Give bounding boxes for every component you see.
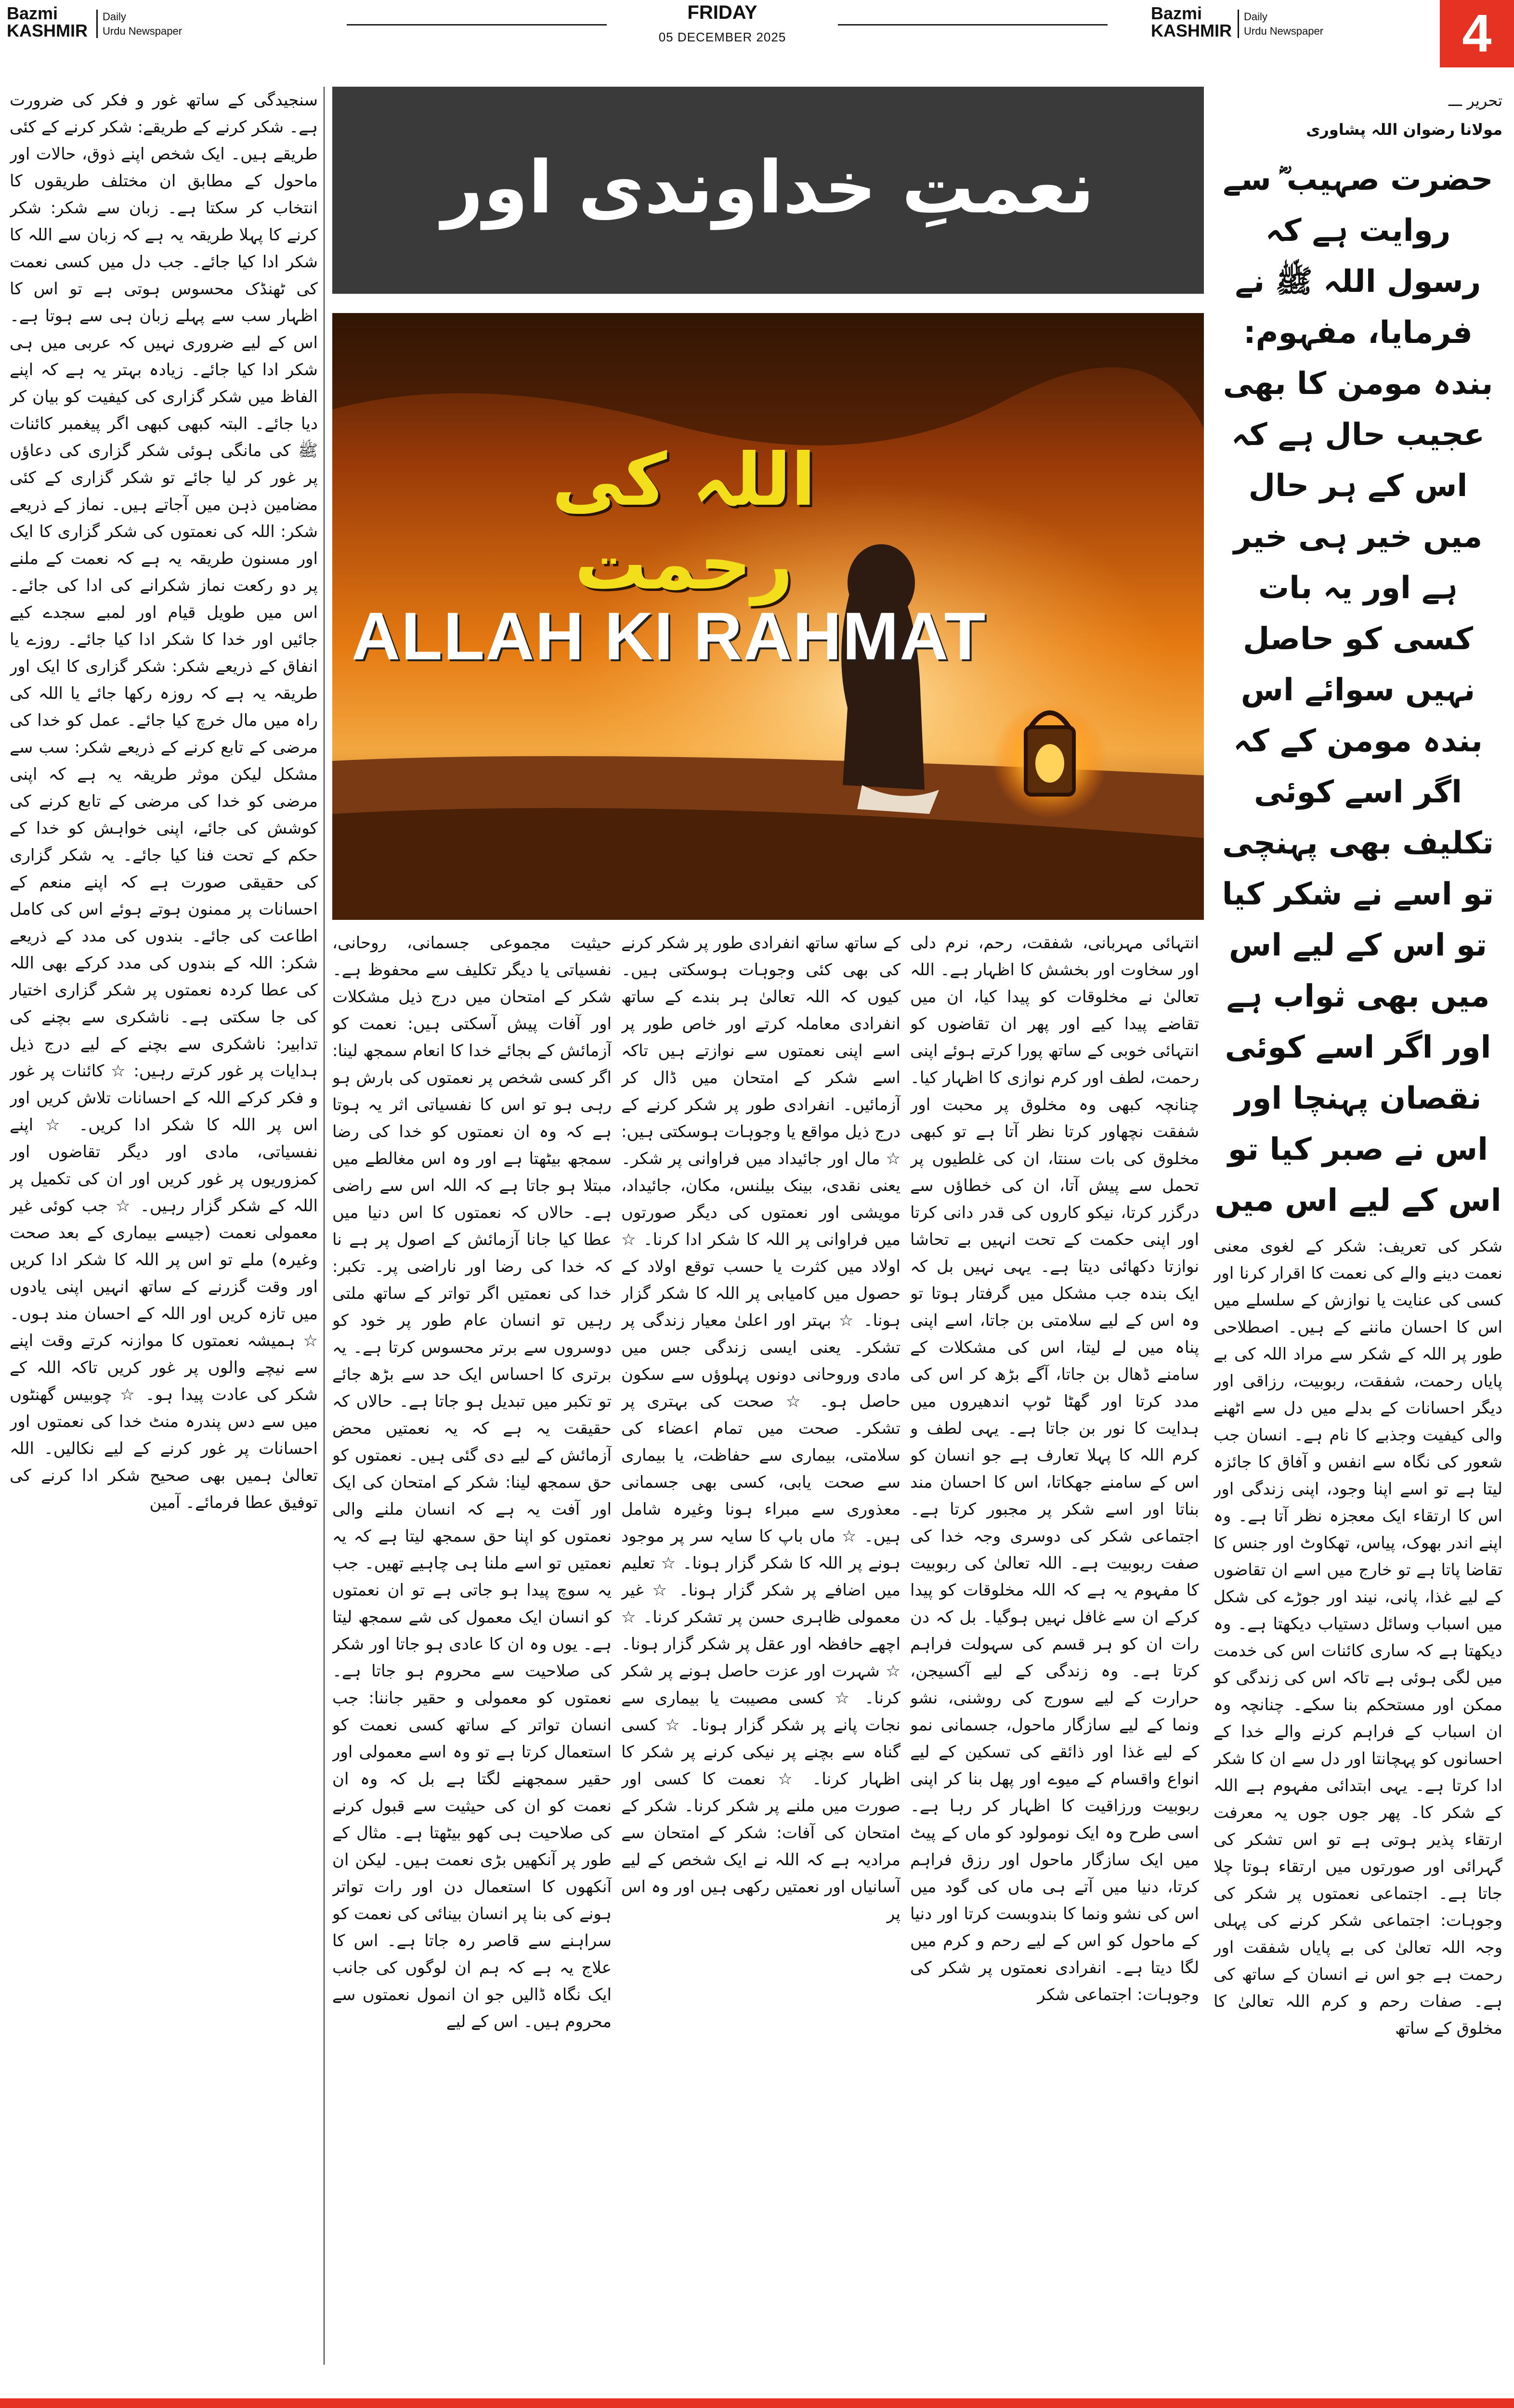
- brand-right-sub2: Urdu Newspaper: [1244, 25, 1324, 37]
- article-column-right: [1214, 1233, 1502, 2365]
- header-rule-right: [838, 24, 1108, 26]
- headline-banner: [332, 87, 1204, 294]
- article-column-2-text: حیثیت مجموعی جسمانی، روحانی، نفسیاتی یا دیگر تکلیف سے محفوظ ہے۔ شکر کے امتحان میں درج ذیل مشکلات اور آفات پیش آسکتی ہیں: نعمت کو آزمائش کے بجائے خدا کا انعام سمجھ لینا: اگر کسی شخص پر نعمتوں کی بارش ہو رہی ہو تو اس کا نفسیاتی اثر یہ ہوتا ہے کہ وہ ان نعمتوں کو خدا کی رضا سمجھ بیٹھتا ہے اور وہ اس مغالطے میں مبتلا ہو جاتا ہے کہ اللہ اس سے راضی ہے۔ حالاں کہ نعمتوں کا اس دنیا میں عطا کیا جانا آزمائش کے اصول پر ہے نا کہ خدا کی رضا اور ناراضی پر۔ تکبر: خدا کی نعمتیں اگر تواتر کے ساتھ ملتی رہیں تو انسان عام طور پر خود کو دوسروں سے برتر محسوس کرتا ہے۔ یہ برتری کا احساس ایک حد سے بڑھ جائے تو تکبر میں تبدیل ہو جاتا ہے۔ حالاں کہ حقیقت یہ ہے کہ یہ نعمتیں محض آزمائش کے لیے دی گئی ہیں۔ نعمتوں کو حق سمجھ لینا: شکر کے امتحان کی ایک اور آفت یہ ہے کہ انسان ملنے والی نعمتوں کو اپنا حق سمجھ لیتا ہے کہ یہ نعمتیں تو اسے ملنا ہی چاہیے تھیں۔ جب یہ سوچ پیدا ہو جاتی ہے تو ان نعمتوں کو انسان ایک معمول کی شے سمجھ لیتا ہے۔ یوں وہ ان کا عادی ہو جاتا اور شکر کی صلاحیت سے محروم ہو جاتا ہے۔ نعمتوں کو معمولی و حقیر جاننا: جب انسان تواتر کے ساتھ کسی نعمت کو استعمال کرتا ہے تو وہ اسے معمولی اور حقیر سمجھنے لگتا ہے بل کہ وہ ان نعمت کو ان کی حیثیت سے قبول کرنے کی صلاحیت ہی کھو بیٹھتا ہے۔ مثال کے طور پر آنکھیں بڑی نعمت ہیں۔ لیکن ان آنکھوں کا استعمال دن اور رات تواتر ہونے کی بنا پر انسان بینائی کی نعمت کو سراہنے سے قاصر رہ جاتا ہے۔ اس کا علاج یہ ہے کہ ہم ان لوگوں کی جانب ایک نگاہ ڈالیں جو ان انمول نعمتوں سے محروم ہیں۔ اس کے لیے: [332, 933, 612, 2031]
- header-date: 05 DECEMBER 2025: [658, 30, 786, 44]
- brand-right-sub1: Daily: [1244, 11, 1267, 23]
- column-divider: [324, 87, 325, 2365]
- hadith-quote: [1214, 154, 1502, 1218]
- hadith-quote-text: حضرت صہیب ؓ سے روایت ہے کہ رسول اللہ ﷺ نے فرمایا، مفہوم: بندہ مومن کا بھی عجیب حال ہے کہ اس کے ہر حال میں خیر ہی خیر ہے اور یہ بات کسی کو حاصل نہیں سوائے اس بندہ مومن کے کہ اگر اسے کوئی تکلیف بھی پہنچی تو اسے نے شکر کیا تو اس کے لیے اس میں بھی ثواب ہے اور اگر اسے کوئی نقصان پہنچا اور اس نے صبر کیا تو اس کے لیے اس میں: [1214, 162, 1501, 1218]
- brand-line1: Bazmi: [7, 3, 58, 23]
- article-column-4-text: انتہائی مہربانی، شفقت، رحم، نرم دلی اور سخاوت اور بخشش کا اظہار ہے۔ اللہ تعالیٰ نے مخلوقات کو پیدا کیا، ان میں تقاضے پیدا کیے اور پھر ان تقاضوں کو انتہائی خوبی کے ساتھ پورا کرتے ہوئے اپنی رحمت، لطف اور کرم نوازی کا اظہار کیا۔ چنانچہ کبھی وہ مخلوق پر محبت اور شفقت نچھاور کرتا نظر آتا ہے تو کبھی مخلوق کی بات سنتا، ان کی غلطیوں پر تحمل سے پیش آتا، ان کی خطاؤں سے درگزر کرتا، نیکو کاروں کی قدر دانی کرتا اور اپنی حکمت کے تحت انہیں بے تحاشا نوازتا دکھائی دیتا ہے۔ یہی نہیں بل کہ ایک بندہ جب مشکل میں گرفتار ہوتا تو وہ اس کے لیے سلامتی بن جاتا، اسے اپنی پناہ میں لے لیتا، اس کی مشکلات کے سامنے ڈھال بن جاتا، آگے بڑھ کر اس کی مدد کرتا اور گھٹا ٹوپ اندھیروں میں ہدایت کا نور بن جاتا ہے۔ یہی لطف و کرم اللہ کا پہلا تعارف ہے جو انسان کو اس کے سامنے جھکاتا، اس کا احسان مند بناتا اور اسے شکر پر مجبور کرتا ہے۔ اجتماعی شکر کی دوسری وجہ خدا کی صفت ربوبیت ہے۔ اللہ تعالیٰ کی ربوبیت کا مفہوم یہ ہے کہ اللہ مخلوقات کو پیدا کرکے ان سے غافل نہیں ہوگیا۔ بل کہ دن رات ان کو ہر قسم کی سہولت فراہم کرتا ہے۔ وہ زندگی کے لیے آکسیجن، حرارت کے لیے سورج کی روشنی، نشو ونما کے لیے سازگار ماحول، جسمانی نمو کے لیے غذا اور ذائقے کی تسکین کے لیے انواع واقسام کے میوے اور پھل بنا کر اپنی ربوبیت ورزاقیت کا اظہار کر رہا ہے۔ اسی طرح وہ ایک نومولود کو ماں کے پیٹ میں ایک سازگار ماحول اور رزق فراہم کرتا، دنیا میں آتے ہی ماں کی گود میں اس کی نشو ونما کا بندوبست کرتا اور دنیا کے ماحول کو اس کے لیے رحم و کرم میں لگا دیتا ہے۔ انفرادی نعمتوں پر شکر کی وجوہات: اجتماعی شکر: [910, 933, 1199, 2004]
- brand-sub-left: [96, 10, 182, 38]
- article-column-left-text: سنجیدگی کے ساتھ غور و فکر کی ضرورت ہے۔ شکر کرنے کے طریقے: شکر کرنے کے کئی طریقے ہیں۔ ایک شخص اپنے ذوق، حالات اور ماحول کے مطابق ان مختلف طریقوں کا انتخاب کر سکتا ہے۔ زبان سے شکر: شکر کرنے کا پہلا طریقہ یہ ہے کہ زبان سے اللہ کا شکر ادا کیا جائے۔ جب دل میں کسی نعمت کی ٹھنڈک محسوس ہوتی ہے تو اس کا اظہار سب سے پہلے زبان ہی سے ہوتا ہے۔ اس کے لیے ضروری نہیں کہ عربی میں ہی شکر ادا کیا جائے۔ زیادہ بہتر یہ ہے کہ اپنے الفاظ میں شکر گزاری کی کیفیت کو بیان کر دیا جائے۔ البتہ کبھی کبھی اگر پیغمبر کائنات ﷺ کی مانگی ہوئی شکر گزاری کی دعاؤں پر غور کر لیا جائے تو شکر گزاری کے کئی مضامین ذہن میں آجاتے ہیں۔ نماز کے ذریعے شکر: اللہ کی نعمتوں کی شکر گزاری کا ایک اور مسنون طریقہ یہ ہے کہ نعمت کے ملنے پر دو رکعت نماز شکرانے کی ادا کی جائے۔ اس میں طویل قیام اور لمبے سجدے کیے جائیں اور خدا کا شکر ادا کیا جائے۔ روزے یا انفاق کے ذریعے شکر: شکر گزاری کا ایک اور طریقہ یہ ہے کہ روزہ رکھا جائے یا اللہ کی راہ میں مال خرچ کیا جائے۔ عمل کو خدا کی مرضی کے تابع کرنے کے ذریعے شکر: سب سے مشکل لیکن موثر طریقہ یہ ہے کہ اپنی مرضی کو خدا کی مرضی کے تابع کرنے کی کوشش کی جائے، اپنی خواہش کو خدا کے حکم کے تحت فنا کیا جائے۔ یہ شکر گزاری کی حقیقی صورت ہے کہ اپنے منعم کے احسانات پر ممنون ہوتے ہوئے اس کی کامل اطاعت کی جائے۔ بندوں کی مدد کے ذریعے شکر: اللہ کے بندوں کی مدد کرکے بھی اللہ کی عطا کردہ نعمتوں پر شکر گزاری اختیار کی جا سکتی ہے۔ ناشکری سے بچنے کی تدابیر: ناشکری سے بچنے کے لیے درج ذیل ہدایات پر غور کرتے رہیں: ☆ کائنات پر غور و فکر کرکے اللہ کے احسانات تلاش کریں اور اس پر اللہ کا شکر ادا کریں۔ ☆ اپنے نفسیاتی، مادی اور دیگر تقاضوں اور کمزوریوں پر غور کریں اور ان کی تکمیل پر اللہ کے شکر گزار رہیں۔ ☆ جب کوئی غیر معمولی نعمت (جیسے بیماری کے بعد صحت وغیرہ) ملے تو اس پر اللہ کا شکر ادا کریں اور وقت گزرنے کے ساتھ انہیں اپنی یادوں میں تازہ کریں اور اللہ کے احسان مند ہوں۔ ☆ ہمیشہ نعمتوں کا موازنہ کرتے وقت اپنے سے نیچے والوں پر غور کریں تاکہ اللہ کے شکر کی عادت پیدا ہو۔ ☆ چوبیس گھنٹوں میں سے دس پندرہ منٹ خدا کی نعمتوں اور احسانات پر غور کرنے کے لیے نکالیں۔ اللہ تعالیٰ ہمیں بھی صحیح شکر ادا کرنے کی توفیق عطا فرمائے۔ آمین: [10, 91, 318, 1512]
- article-column-4: [910, 929, 1199, 2365]
- brand-sub-right: [1238, 10, 1323, 38]
- author-label: تحریر ـــ: [1448, 92, 1502, 110]
- author-name: مولانا رضوان اللہ پشاوری: [1306, 120, 1502, 139]
- brand-line2: KASHMIR: [7, 21, 88, 40]
- article-column-3-text: کے ساتھ ساتھ انفرادی طور پر شکر کرنے کی بھی کئی وجوہات ہوسکتی ہیں۔ کیوں کہ اللہ تعالیٰ ہر بندے کے ساتھ انفرادی معاملہ کرتے اور خاص طور پر اسے اپنی نعمتوں سے نوازتے ہیں تاکہ اسے شکر کے امتحان میں ڈال کر آزمائیں۔ انفرادی طور پر شکر کرنے کے درج ذیل مواقع یا وجوہات ہوسکتی ہیں: ☆ مال اور جائیداد میں فراوانی پر شکر۔ یعنی نقدی، بینک بیلنس، مکان، جائیداد، مویشی اور نعمتوں کی دیگر صورتوں میں فراوانی پر اللہ کا شکر ادا کرنا۔ ☆ اولاد میں کثرت یا حسب توقع اولاد کے حصول میں کامیابی پر اللہ کا شکر گزار ہونا۔ ☆ بہتر اور اعلیٰ معیار زندگی پر تشکر۔ یعنی ایسی زندگی جس میں مادی وروحانی دونوں پہلوؤں سے سکون حاصل ہو۔ ☆ صحت کی بہتری پر تشکر۔ صحت میں تمام اعضاء کی سلامتی، بیماری سے حفاظت، یا بیماری سے صحت یابی، کسی بھی جسمانی معذوری سے مبراء ہونا وغیرہ شامل ہیں۔ ☆ ماں باپ کا سایہ سر پر موجود ہونے پر اللہ کا شکر گزار ہونا۔ ☆ تعلیم میں اضافے پر شکر گزار ہونا۔ ☆ غیر معمولی ظاہری حسن پر تشکر کرنا۔ ☆ اچھے حافظہ اور عقل پر شکر گزار ہونا۔ ☆ شہرت اور عزت حاصل ہونے پر شکر کرنا۔ ☆ کسی مصیبت یا بیماری سے نجات پانے پر شکر گزار ہونا۔ ☆ کسی گناہ سے بچنے پر نیکی کرنے پر شکر کا اظہار کرنا۔ ☆ نعمت کا کسی اور صورت میں ملنے پر شکر کرنا۔ شکر کے امتحان کی آفات: شکر کے امتحان سے مرادیہ ہے کہ اللہ نے ایک شخص کے لیے آسانیاں اور نعمتیں رکھی ہیں اور وہ اس پر: [621, 933, 901, 1924]
- brand-sub1: Daily: [103, 11, 126, 23]
- masthead: [0, 0, 1514, 63]
- headline: نعمتِ خداوندی اور: [442, 146, 1095, 230]
- lantern: [992, 703, 1108, 819]
- article-column-3: [621, 929, 901, 2365]
- brand-right-line1: Bazmi: [1151, 3, 1202, 23]
- image-caption-english: ALLAH KI RAHMAT: [352, 598, 987, 674]
- brand-right-line2: KASHMIR: [1151, 21, 1232, 40]
- article-column-2: [332, 929, 612, 2365]
- header-rule-left: [347, 24, 607, 26]
- article-column-left: [10, 87, 318, 2365]
- header-day: FRIDAY: [687, 2, 757, 23]
- brand-sub2: Urdu Newspaper: [103, 25, 183, 37]
- brand-left: [7, 5, 88, 39]
- feature-image: [332, 313, 1204, 920]
- image-caption-urdu: اللہ کی رحمت: [551, 438, 816, 606]
- bottom-bar: [0, 2398, 1514, 2408]
- brand-right: [1151, 5, 1232, 39]
- article-column-right-text: شکر کی تعریف: شکر کے لغوی معنی نعمت دینے والے کی نعمت کا اقرار کرنا اور کسی کی عنایت یا نوازش کے سلسلے میں اس کا احسان ماننے کے ہیں۔ اصطلاحی طور پر اللہ کے شکر سے مراد اللہ کی بے پایاں رحمت، شفقت، ربوبیت، رزاقی اور دیگر احسانات کے بدلے میں دل سے اٹھنے والی کیفیت وجذبے کا نام ہے۔ انسان جب شعور کی نگاہ سے انفس و آفاق کا جائزہ لیتا ہے تو اسے اپنا وجود، اپنی زندگی اور اس کا ارتقاء ایک معجزہ نظر آتا ہے۔ وہ اپنے اندر بھوک، پیاس، تھکاوٹ اور جنس کا تقاضا پاتا ہے تو خارج میں اسے ان تقاضوں کے لیے غذا، پانی، نیند اور جوڑے کی شکل میں اسباب وسائل دستیاب دیکھتا ہے۔ وہ دیکھتا ہے کہ ساری کائنات اس کی خدمت میں لگی ہوئی ہے تاکہ اس کی زندگی کو ممکن اور مستحکم بنا سکے۔ چنانچہ وہ ان اسباب کے فراہم کرنے والے خدا کے احسانوں کو پہچانتا اور دل سے ان کا شکر ادا کرتا ہے۔ یہی ابتدائی مفہوم ہے اللہ کے شکر کا۔ پھر جوں جوں یہ معرفت ارتقاء پذیر ہوتی ہے تو اس تشکر کی گہرائی اور صورتوں میں ارتقاء ہوتا چلا جاتا ہے۔ اجتماعی نعمتوں پر شکر کی وجوہات: اجتماعی شکر کرنے کی پہلی وجہ اللہ تعالیٰ کی بے پایاں شفقت اور رحمت ہے جو اس نے انسان کے ساتھ کی ہے۔ صفات رحم و کرم اللہ تعالیٰ کا مخلوق کے ساتھ: [1214, 1237, 1502, 2038]
- page-number-badge: 4: [1440, 0, 1514, 67]
